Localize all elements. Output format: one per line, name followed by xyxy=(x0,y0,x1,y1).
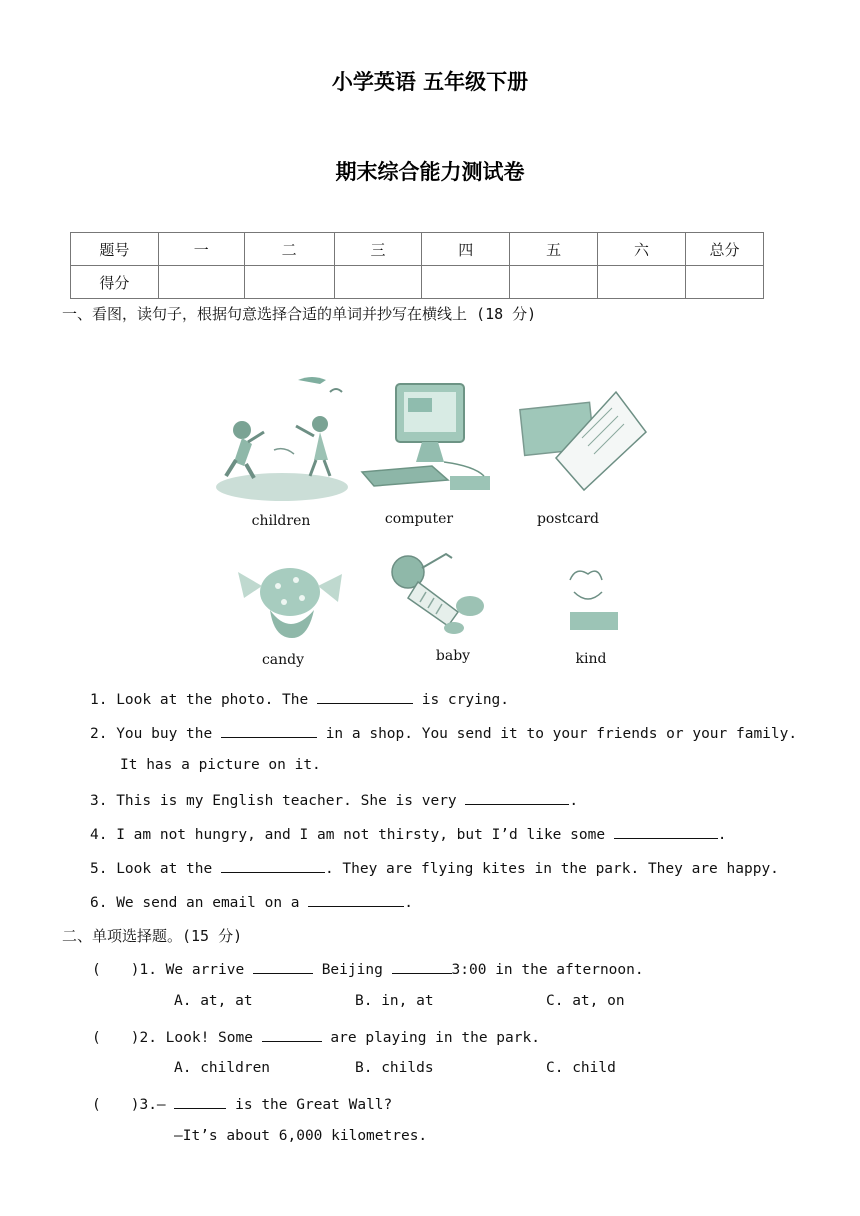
score-cell: 一 xyxy=(158,233,244,266)
score-table-score-row xyxy=(71,266,764,299)
score-cell: 得分 xyxy=(71,266,159,299)
score-cell: 六 xyxy=(598,233,686,266)
score-cell: 五 xyxy=(510,233,598,266)
choice-question-3: ( )3.— is the Great Wall? xyxy=(92,1094,392,1113)
fill-question-2-continued: It has a picture on it. xyxy=(120,757,321,773)
score-cell: 题号 xyxy=(71,233,159,266)
picture-label: postcard xyxy=(536,511,600,527)
choice-question-3-answer-line: —It’s about 6,000 kilometres. xyxy=(174,1128,428,1144)
score-table xyxy=(70,232,764,299)
fill-question-4: 4. I am not hungry, and I am not thirsty, but I’d like some . xyxy=(90,824,727,843)
computer-illustration-icon xyxy=(358,380,508,492)
fill-question-3: 3. This is my English teacher. She is very . xyxy=(90,790,578,809)
children-illustration-icon xyxy=(212,372,352,504)
score-entry-cell[interactable] xyxy=(685,266,763,299)
document-title: 小学英语 五年级下册 xyxy=(331,70,529,94)
fill-question-2: 2. You buy the in a shop. You send it to your friends or your family. xyxy=(90,723,797,742)
section2-heading: 二、单项选择题。(15 分) xyxy=(62,927,243,945)
picture-label: computer xyxy=(384,511,454,527)
fill-question-6: 6. We send an email on a . xyxy=(90,892,413,911)
answer-blank[interactable] xyxy=(465,790,569,805)
score-entry-cell[interactable] xyxy=(422,266,510,299)
answer-blank[interactable] xyxy=(614,824,718,839)
fill-question-1: 1. Look at the photo. The is crying. xyxy=(90,689,509,708)
score-entry-cell[interactable] xyxy=(244,266,334,299)
section1-heading: 一、看图，读句子，根据句意选择合适的单词并抄写在横线上 (18 分) xyxy=(62,305,537,323)
score-cell: 三 xyxy=(334,233,422,266)
score-entry-cell[interactable] xyxy=(510,266,598,299)
answer-blank[interactable] xyxy=(221,858,325,873)
score-entry-cell[interactable] xyxy=(334,266,422,299)
score-table-header-row xyxy=(71,233,764,266)
choice-option-a[interactable]: A. at, at xyxy=(174,993,253,1009)
fill-question-5: 5. Look at the . They are flying kites in the park. They are happy. xyxy=(90,858,779,877)
answer-blank[interactable] xyxy=(392,959,452,974)
choice-option-b[interactable]: B. childs xyxy=(355,1060,434,1076)
answer-blank[interactable] xyxy=(221,723,317,738)
kind-illustration-icon xyxy=(556,560,626,638)
document-subtitle: 期末综合能力测试卷 xyxy=(335,160,525,184)
answer-blank[interactable] xyxy=(308,892,404,907)
choice-option-b[interactable]: B. in, at xyxy=(355,993,434,1009)
choice-option-a[interactable]: A. children xyxy=(174,1060,271,1076)
answer-blank[interactable] xyxy=(174,1094,226,1109)
picture-label: kind xyxy=(575,651,607,667)
baby-illustration-icon xyxy=(382,548,492,634)
picture-label: baby xyxy=(435,648,471,664)
choice-option-c[interactable]: C. child xyxy=(546,1060,616,1076)
picture-label: candy xyxy=(261,652,305,668)
answer-blank[interactable] xyxy=(262,1027,322,1042)
answer-blank[interactable] xyxy=(253,959,313,974)
choice-question-2: ( )2. Look! Some are playing in the park. xyxy=(92,1027,540,1046)
choice-option-c[interactable]: C. at, on xyxy=(546,993,625,1009)
picture-label: children xyxy=(251,513,311,529)
choice-question-1: ( )1. We arrive Beijing 3:00 in the afternoon. xyxy=(92,959,644,978)
score-cell: 四 xyxy=(422,233,510,266)
postcard-illustration-icon xyxy=(516,388,648,492)
score-cell: 总分 xyxy=(685,233,763,266)
score-cell: 二 xyxy=(244,233,334,266)
score-entry-cell[interactable] xyxy=(598,266,686,299)
candy-illustration-icon xyxy=(234,556,344,640)
answer-blank[interactable] xyxy=(317,689,413,704)
score-entry-cell[interactable] xyxy=(158,266,244,299)
